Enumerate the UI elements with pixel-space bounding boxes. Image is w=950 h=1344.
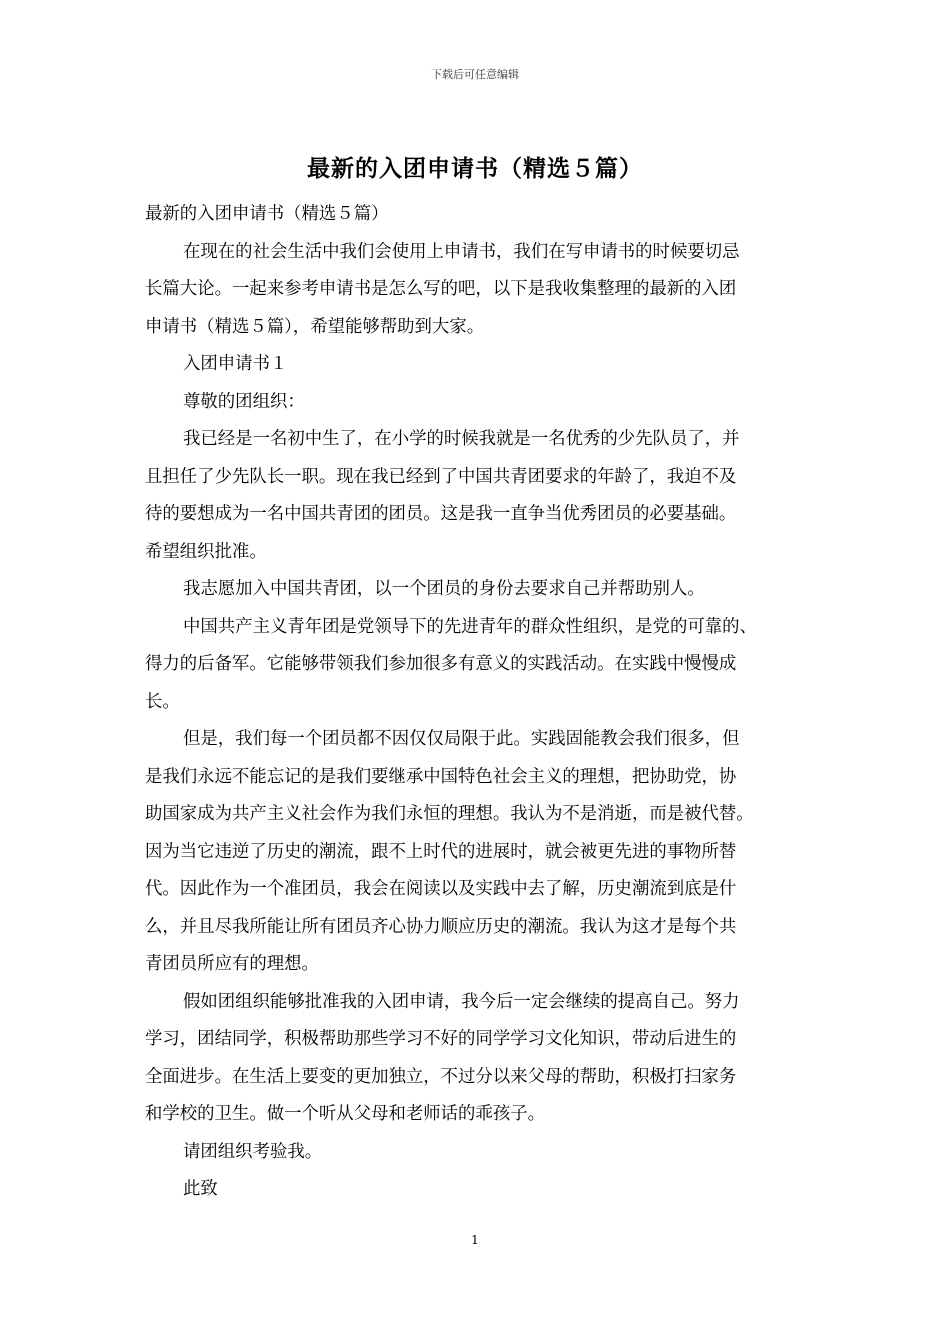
header-note: 下载后可任意编辑: [431, 68, 519, 81]
text-line: 申请书（精选５篇），希望能够帮助到大家。: [145, 316, 485, 337]
text-line: 希望组织批准。: [145, 541, 267, 562]
text-line: 中国共产主义青年团是党领导下的先进青年的群众性组织，是党的可靠的、: [183, 616, 757, 637]
text-line: 最新的入团申请书（精选５篇）: [145, 204, 389, 224]
text-line: 么，并且尽我所能让所有团员齐心协力顺应历史的潮流。我认为这才是每个共: [145, 916, 737, 937]
text-line: 尊敬的团组织：: [183, 391, 305, 412]
text-line: 和学校的卫生。做一个听从父母和老师话的乖孩子。: [145, 1104, 545, 1124]
text-line: 青团员所应有的理想。: [145, 954, 319, 974]
text-line: 此致: [183, 1179, 218, 1199]
text-line: 因为当它违逆了历史的潮流，跟不上时代的进展时，就会被更先进的事物所替: [145, 841, 737, 862]
text-line: 且担任了少先队长一职。现在我已经到了中国共青团要求的年龄了，我迫不及: [145, 466, 737, 487]
text-line: 待的要想成为一名中国共青团的团员。这是我一直争当优秀团员的必要基础。: [145, 504, 737, 524]
body-text: [145, 196, 810, 1209]
text-line: 代。因此作为一个准团员，我会在阅读以及实践中去了解，历史潮流到底是什: [145, 879, 737, 899]
text-line: 全面进步。在生活上要变的更加独立，不过分以来父母的帮助，积极打扫家务: [145, 1066, 737, 1087]
text-line: 长。: [145, 691, 180, 712]
text-line: 是我们永远不能忘记的是我们要继承中国特色社会主义的理想，把协助党，协: [145, 766, 737, 787]
text-line: 学习，团结同学，积极帮助那些学习不好的同学学习文化知识，带动后进生的: [145, 1029, 737, 1049]
text-line: 假如团组织能够批准我的入团申请，我今后一定会继续的提高自己。努力: [183, 991, 740, 1012]
text-line: 助国家成为共产主义社会作为我们永恒的理想。我认为不是消逝，而是被代替。: [145, 804, 754, 824]
text-line: 在现在的社会生活中我们会使用上申请书，我们在写申请书的时候要切忌: [183, 241, 740, 262]
text-line: 得力的后备军。它能够带领我们参加很多有意义的实践活动。在实践中慢慢成: [145, 654, 737, 674]
text-line: 入团申请书１: [183, 354, 288, 374]
text-line: 我已经是一名初中生了，在小学的时候我就是一名优秀的少先队员了，并: [183, 429, 740, 449]
text-line: 长篇大论。一起来参考申请书是怎么写的吧，以下是我收集整理的最新的入团: [145, 279, 737, 299]
text-line: 但是，我们每一个团员都不因仅仅局限于此。实践固能教会我们很多，但: [183, 729, 740, 749]
document-title: 最新的入团申请书（精选５篇）: [307, 156, 643, 182]
text-line: 我志愿加入中国共青团，以一个团员的身份去要求自己并帮助别人。: [183, 579, 705, 599]
text-line: 请团组织考验我。: [183, 1141, 323, 1162]
page-number: 1: [471, 1233, 479, 1247]
